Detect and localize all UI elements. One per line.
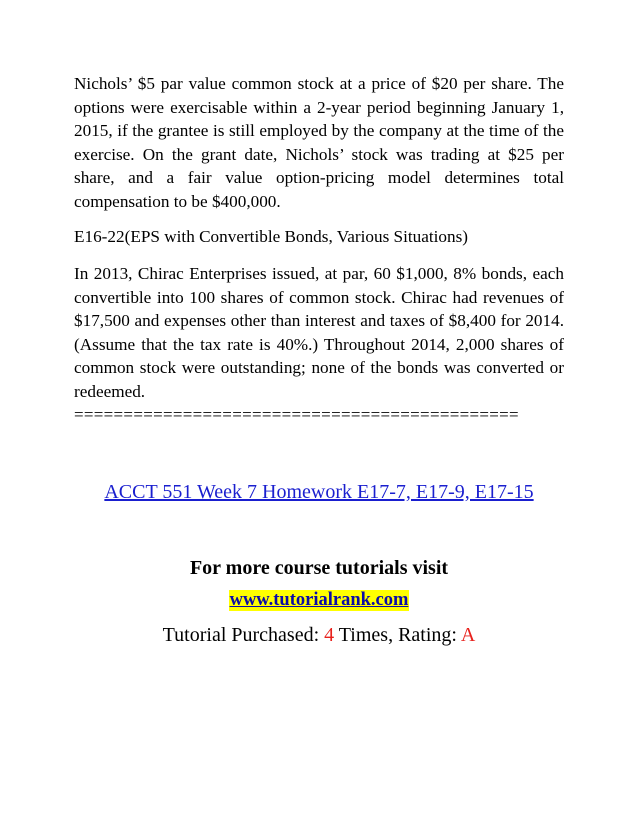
rating-value: A <box>460 624 476 646</box>
purchase-count: 4 <box>324 624 335 646</box>
paragraph-convertible-bonds: In 2013, Chirac Enterprises issued, at par, 60 $1,000, 8% bonds, each convertible into 100 shares of common stock. Chirac had revenues of $17,500 and expenses other than interest and taxes of $8,400 for 2014. (Assume that the tax rate is 40%.) Throughout 2014, 2,000 shares of common stock were outstanding; none of the bonds was converted or redeemed. <box>74 264 564 401</box>
website-link[interactable]: www.tutorialrank.com <box>229 590 409 610</box>
next-homework-link[interactable]: ACCT 551 Week 7 Homework E17-7, E17-9, E17-15 <box>104 481 534 503</box>
separator-line: ============================================= <box>74 405 519 424</box>
exercise-heading: E16-22(EPS with Convertible Bonds, Various Situations) <box>74 227 469 246</box>
paragraph-options: Nichols’ $5 par value common stock at a price of $20 per share. The options were exercisable within a 2-year period beginning January 1, 2015, if the grantee is still employed by the company at the time of the exercise. On the grant date, Nichols’ stock was trading at $25 per share, and a fair value option-pricing model determines total compensation to be $400,000. <box>74 74 564 211</box>
purchase-middle: Times, Rating: <box>334 624 461 646</box>
purchase-prefix: Tutorial Purchased: <box>162 624 325 646</box>
purchase-info <box>0 624 638 647</box>
website-line <box>0 590 638 611</box>
more-tutorials-text: For more course tutorials visit <box>189 557 449 579</box>
